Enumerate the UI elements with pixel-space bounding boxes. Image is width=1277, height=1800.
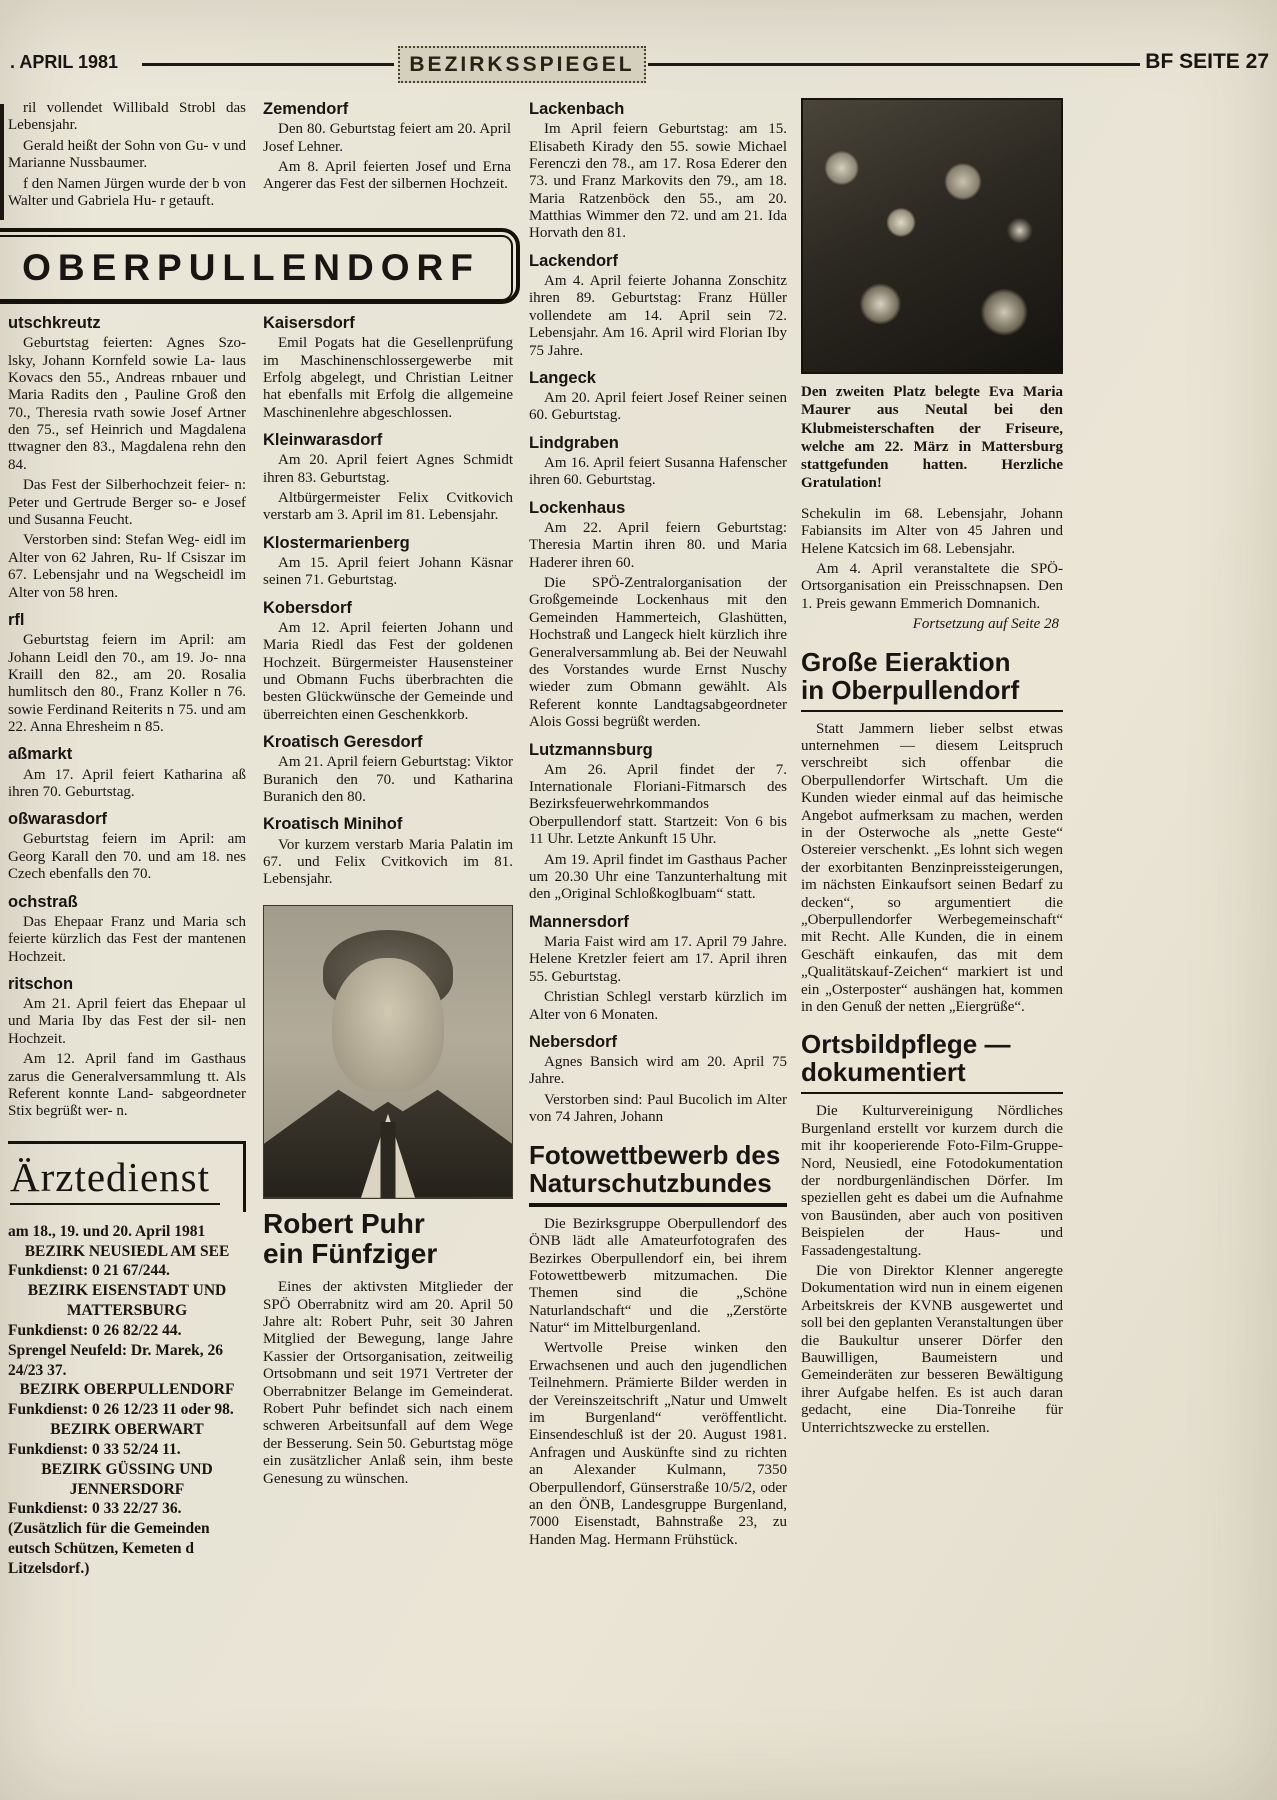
paragraph: Am 21. April feiert das Ehepaar ul und Maria Iby das Fest der sil- nen Hochzeit.	[8, 996, 246, 1047]
photo-caption	[801, 383, 1063, 493]
article-headline-line1: Fotowettbewerb des	[529, 1139, 781, 1170]
continuation-note: Fortsetzung auf Seite 28	[912, 616, 1059, 633]
feature-headline-line2: ein Fünfziger	[263, 1237, 438, 1269]
section-ochstrass	[8, 893, 246, 966]
section-utschkreutz	[8, 314, 246, 602]
section-title: aßmarkt	[8, 745, 73, 764]
paragraph: ril vollendet Willibald Strobl das Lebensjahr.	[8, 100, 246, 134]
paragraph: Am 17. April feiert Katharina aß ihren 70. Geburtstag.	[8, 766, 246, 800]
paragraph: Am 4. April feierte Johanna Zonschitz ihren 89. Geburtstag: Franz Hüller vollendete am 14. April sein 72. Lebensjahr. Am 16. April wird Florian Iby 75 Jahre.	[529, 272, 787, 359]
photo-face-shape	[332, 958, 444, 1092]
robert-puhr-photo	[263, 905, 513, 1199]
column-2	[263, 314, 513, 1491]
column-2-top	[263, 100, 511, 197]
paragraph: Geburtstag feiern im April: am Georg Karall den 70. und am 18. nes Czech ebenfalls den 70.	[8, 831, 246, 883]
section-lackenbach	[529, 100, 787, 243]
paragraph: Am 4. April veranstaltete die SPÖ-Ortsorganisation ein Preisschnapsen. Den 1. Preis gewann Emmerich Domnanich.	[801, 560, 1063, 612]
paragraph: Die Bezirksgruppe Oberpullendorf des ÖNB lädt alle Amateurfotografen des Bezirkes Oberpullendorf ein, bei ihrem Fotowettbewerb mitzumachen. Die Themen sind die „Schöne Naturlandschaft“ und die „Zerstörte Natur“ im Mittelburgenland.	[529, 1215, 787, 1337]
section-osswarasdorf	[8, 810, 246, 883]
section-title: Lockenhaus	[529, 498, 626, 517]
section-title: rfl	[8, 610, 25, 629]
section-lackendorf	[529, 252, 787, 360]
paragraph: f den Namen Jürgen wurde der b von Walter und Gabriela Hu- r getauft.	[8, 175, 246, 209]
section-title: Kroatisch Geresdorf	[263, 733, 423, 752]
section-title: Langeck	[529, 368, 596, 387]
paragraph: Am 26. April findet der 7. Internationale Floriani-Fitmarsch des Bezirksfeuerwehrkommandos Oberpullendorf statt. Startzeit: Von 6 bis 11 Uhr. Letzte Ankunft 15 Uhr.	[529, 761, 787, 848]
listing-line: BEZIRK NEUSIEDL AM SEE	[24, 1242, 230, 1260]
section-title: ochstraß	[8, 892, 78, 911]
paragraph: Wertvolle Preise winken den Erwachsenen und auch den jugendlichen Teilnehmern. Prämierte Bilder werden in der Vereinszeitschrift „Natur und Umwelt im Burgenland“ veröffentlicht. Einsendeschluß ist der 20. August 1981. Anfragen und Auskünfte sind zu richten an Alexander Kulmann, 7350 Oberpullendorf, Günserstraße 10/5/2, oder an den ÖNB, Landesgruppe Burgenland, 7000 Eisenstadt, Bahnstraße 23, zu Handen Mag. Hermann Frühstück.	[529, 1340, 787, 1548]
headline-rule	[801, 1092, 1063, 1094]
section-title: Kaisersdorf	[263, 314, 355, 332]
paragraph: Das Ehepaar Franz und Maria sch feierte kürzlich das Fest der mantenen Hochzeit.	[8, 913, 246, 965]
listing-line: Funkdienst: 0 33 22/27 36.	[8, 1500, 182, 1518]
column-1-top	[8, 100, 246, 213]
section-kobersdorf	[263, 599, 513, 724]
masthead-title: BEZIRKSSPIEGEL	[409, 52, 635, 76]
aerztedienst-title: Ärztedienst	[10, 1154, 220, 1206]
section-assmarkt	[8, 745, 246, 801]
masthead-box	[398, 46, 646, 83]
article-headline-line2: in Oberpullendorf	[801, 674, 1020, 705]
paragraph: Christian Schlegl verstarb kürzlich im Alter von 6 Monaten.	[529, 989, 787, 1023]
listing-line: Funkdienst: 0 26 12/23 11 oder 98.	[8, 1401, 234, 1419]
section-title: Lindgraben	[529, 433, 619, 452]
scan-edge-mark	[0, 104, 4, 220]
paragraph: Die SPÖ-Zentralorganisation der Großgemeinde Lockenhaus mit den Gemeinden Hammerteich, Glashütten, Hochstraß und Langeck hielt kürzlich ihre Generalversammlung ab. Bei der Neuwahl des Vorstandes wurde Ernst Nuschy wieder zum Obmann gewählt. Als Referent konnte Landtagsabgeordneter Alois Gossi begrüßt werden.	[529, 575, 787, 731]
headline-rule	[529, 1203, 787, 1207]
listing-line: Funkdienst: 0 21 67/244.	[8, 1262, 170, 1280]
section-mannersdorf	[529, 913, 787, 1024]
paragraph: Am 21. April feiern Geburtstag: Viktor Buranich den 70. und Katharina Buranich den 80.	[263, 754, 513, 806]
paragraph: Geburtstag feierten: Agnes Szo- lsky, Johann Kornfeld sowie La- laus Kovacs den 55., Andreas rnbauer und Maria Radits den , Pauline Groß den 70., Theresia rvath sowie Josef Artner den 75., sef Heinrich und Magdalena ttwagner den 83., Magdalena rehn den 84.	[8, 335, 246, 473]
paragraph: Am 15. April feiert Johann Käsnar seinen 71. Geburtstag.	[263, 554, 513, 589]
column-4	[801, 98, 1063, 1440]
paragraph: Vor kurzem verstarb Maria Palatin im 67. und Felix Cvitkovich im 81. Lebensjahr.	[263, 836, 513, 888]
paragraph: Am 20. April feiert Josef Reiner seinen 60. Geburtstag.	[529, 390, 787, 424]
page-number: BF SEITE 27	[1145, 50, 1269, 73]
photo-tie-shape	[381, 1122, 396, 1198]
listing-line: Sprengel Neufeld: Dr. Marek, 26 24/23 37.	[8, 1341, 223, 1379]
paragraph: Die von Direktor Klenner angeregte Dokumentation wird nun in einem eigenen Arbeitskreis der KVNB ausgewertet und soll bei den geplanten Veranstaltungen über die Baukultur unserer Dörfer den Bauwilligen, Baumeistern und Gemeinderäten zur besseren Bewältigung ihrer Aufgabe helfen. Es ist auch daran gedacht, eine Dia-Tonreihe für Unterrichtszwecke zu erstellen.	[801, 1262, 1063, 1436]
section-kaisersdorf	[263, 314, 513, 422]
region-headline-box	[0, 228, 520, 304]
paragraph: Am 19. April findet im Gasthaus Pacher um 20.30 Uhr eine Tanzunterhaltung mit den „Original Schloßkoglbuam“ statt.	[529, 851, 787, 903]
section-langeck	[529, 369, 787, 425]
paragraph: Die Kulturvereinigung Nördliches Burgenland erstellt vor kurzem durch die mit ihr kooperierende Foto-Film-Gruppe-Nord, Neusiedl, eine Fotodokumentation der nordburgenländischen Dörfer. Im speziellen geht es dabei um die Aufnahme von Bausünden, aber auch von positiven Beispielen der Haus- und Fassadengestaltung.	[801, 1103, 1063, 1259]
paragraph: Gerald heißt der Sohn von Gu- v und Marianne Nussbaumer.	[8, 137, 246, 172]
section-title: Kobersdorf	[263, 598, 352, 617]
aerztedienst-listing	[8, 1222, 246, 1579]
article-eieraktion	[801, 648, 1063, 1017]
article-headline-line2: dokumentiert	[801, 1057, 966, 1088]
section-kleinwarasdorf	[263, 431, 513, 525]
listing-line: BEZIRK OBERPULLENDORF	[19, 1381, 235, 1399]
section-title: Klostermarienberg	[263, 533, 410, 552]
listing-line: am 18., 19. und 20. April 1981	[8, 1222, 206, 1240]
listing-line: BEZIRK GÜSSING UND JENNERSDORF	[41, 1460, 213, 1498]
paragraph: Den 80. Geburtstag feiert am 20. April Josef Lehner.	[263, 121, 511, 155]
region-headline-inner	[0, 235, 513, 301]
article-headline-line1: Große Eieraktion	[801, 646, 1011, 677]
header-rule-left	[142, 63, 394, 66]
paragraph: Agnes Bansich wird am 20. April 75 Jahre.	[529, 1054, 787, 1088]
section-lindgraben	[529, 434, 787, 490]
section-title: Mannersdorf	[529, 912, 629, 931]
article-ortsbildpflege	[801, 1030, 1063, 1437]
aerztedienst-box	[8, 1141, 246, 1212]
section-ritschon	[8, 975, 246, 1121]
paragraph: Am 16. April feiert Susanna Hafenscher ihren 60. Geburtstag.	[529, 454, 787, 489]
section-title: Lackenbach	[529, 100, 625, 118]
listing-line: BEZIRK OBERWART	[50, 1421, 204, 1439]
caption-text: Den zweiten Platz belegte Eva Maria Maurer aus Neutal bei den Klubmeisterschaften der Friseure, welche am 22. März in Mattersburg stattgefunden hatten. Herzliche Gratulation!	[801, 384, 1063, 492]
friseure-photo	[801, 98, 1063, 374]
section-kroatisch-minihof	[263, 815, 513, 888]
section-title: Nebersdorf	[529, 1032, 618, 1051]
section-title: ritschon	[8, 974, 74, 993]
column-1	[8, 314, 246, 1579]
listing-line: Funkdienst: 0 26 82/22 44.	[8, 1321, 182, 1339]
section-title: Kroatisch Minihof	[263, 815, 403, 834]
section-title: oßwarasdorf	[8, 810, 108, 829]
section-title: utschkreutz	[8, 314, 101, 332]
listing-line: (Zusätzlich für die Gemeinden eutsch Schützen, Kemeten d Litzelsdorf.)	[8, 1520, 210, 1577]
section-klostermarienberg	[263, 534, 513, 590]
article-headline-line2: Naturschutzbundes	[529, 1167, 772, 1198]
paragraph: Altbürgermeister Felix Cvitkovich verstarb am 3. April im 81. Lebensjahr.	[263, 489, 513, 524]
paragraph: Das Fest der Silberhochzeit feier- n: Peter und Gertrude Berger so- e Josef und Susanna Feucht.	[8, 477, 246, 529]
paragraph: Statt Jammern lieber selbst etwas unternehmen — diesem Leitspruch verschreibt sich offenbar die Oberpullendorfer Wirtschaft. Um die Kunden wieder einmal auf das heimische Angebot aufmerksam zu machen, werden in der Osterwoche als „nette Geste“ Ostereier verschenkt. „Es lohnt sich wegen der exorbitanten Benzinpreissteigerungen, im nächsten Einkaufsort seinen Bedarf zu decken“, so argumentiert die „Oberpullendorfer Werbegemeinschaft“ mit Recht. Alle Kunden, die in einem Geschäft einkaufen, das mit dem „Qualitätskauf-Zeichen“ markiert ist und ein „Osterposter“ aushängen hat, kommen in den Genuß der netten „Eiergrüße“.	[801, 720, 1063, 1015]
section-zemendorf	[263, 100, 511, 194]
listing-line: Funkdienst: 0 33 52/24 11.	[8, 1440, 181, 1458]
paragraph: Am 12. April feierten Johann und Maria Riedl das Fest der goldenen Hochzeit. Bürgermeister Hausensteiner und Obmann Fuchs überbrachten die besten Glückwünsche der Gemeinde und überreichten einen Geschenkkorb.	[263, 619, 513, 723]
paragraph: Am 8. April feierten Josef und Erna Angerer das Fest der silbernen Hochzeit.	[263, 158, 511, 193]
header-rule-right	[648, 63, 1140, 66]
paragraph: Am 22. April feiern Geburtstag: Theresia Martin ihren 80. und Maria Haderer ihren 60.	[529, 519, 787, 571]
article-fotowettbewerb	[529, 1141, 787, 1550]
paragraph: Am 12. April fand im Gasthaus zarus die Generalversammlung tt. Als Referent konnte Land- sabgeordneter Stix begrüßt wer- n.	[8, 1051, 246, 1120]
paragraph: Verstorben sind: Stefan Weg- eidl im Alter von 62 Jahren, Ru- lf Csiszar im 67. Lebensjahr und na Wegscheidl im Alter von 58 hren.	[8, 532, 246, 601]
section-rfl	[8, 611, 246, 736]
paragraph: Schekulin im 68. Lebensjahr, Johann Fabiansits im Alter von 45 Jahren und Helene Katcsich im 68. Lebensjahr.	[801, 505, 1063, 557]
article-headline-line1: Ortsbildpflege —	[801, 1029, 1011, 1060]
feature-headline-line1: Robert Puhr	[263, 1207, 425, 1239]
paragraph: Maria Faist wird am 17. April 79 Jahre. Helene Kretzler feiert am 17. April ihren 55. Geburtstag.	[529, 933, 787, 985]
section-title: Lutzmannsburg	[529, 740, 653, 759]
paragraph: Verstorben sind: Paul Bucolich im Alter von 74 Jahren, Johann	[529, 1091, 787, 1126]
issue-date: . APRIL 1981	[10, 52, 119, 72]
paragraph: Am 20. April feiert Agnes Schmidt ihren 83. Geburtstag.	[263, 452, 513, 486]
section-title: Lackendorf	[529, 251, 618, 270]
feature-body: Eines der aktivsten Mitglieder der SPÖ Oberrabnitz wird am 20. April 50 Jahre alt: Robert Puhr, seit 30 Jahren Mitglied der Bewegung, lange Jahre Kassier der Ortsorganisation, zeitweilig Ortsobmann und seit 1971 Vertreter der Oberrabnitzer Belange im Gemeinderat. Robert Puhr befindet sich nach einem schweren Arbeitsunfall auf dem Wege der Besserung. Sein 50. Geburtstag möge ein zusätzlicher Anlaß sein, ihm beste Genesung zu wünschen.	[263, 1279, 513, 1487]
listing-line: BEZIRK EISENSTADT UND MATTERSBURG	[27, 1282, 227, 1320]
section-nebersdorf	[529, 1033, 787, 1127]
paragraph: Geburtstag feiern im April: am Johann Leidl den 70., am 19. Jo- nna Kraill den 82., am 20. Rosalia humlitsch den 80., Franz Koller n 76. sowie Ferdinand Reiterits n 75. und am 22. Anna Ehresheim n 85.	[8, 632, 246, 736]
section-lockenhaus	[529, 499, 787, 732]
headline-rule	[801, 710, 1063, 712]
section-kroatisch-geresdorf	[263, 733, 513, 806]
section-lutzmannsburg	[529, 741, 787, 904]
paragraph: Emil Pogats hat die Gesellenprüfung im Maschinenschlossergewerbe mit Erfolg abgelegt, und Christian Leitner hat ebenfalls mit Erfolg die allgemeine Maschinenlehre abgeschlossen.	[263, 335, 513, 421]
region-headline: OBERPULLENDORF	[22, 247, 480, 288]
column-3	[529, 100, 787, 1552]
section-title: Kleinwarasdorf	[263, 431, 383, 450]
paragraph: Im April feiern Geburtstag: am 15. Elisabeth Kirady den 55. sowie Michael Ferenczi den 78., am 17. Rosa Ederer den 73. und Franz Markovits den 79., am 18. Maria Ratzenböck den 55., am 20. Matthias Wimmer den 72. und am 21. Ida Horvath den 81.	[529, 121, 787, 242]
section-title: Zemendorf	[263, 100, 349, 118]
